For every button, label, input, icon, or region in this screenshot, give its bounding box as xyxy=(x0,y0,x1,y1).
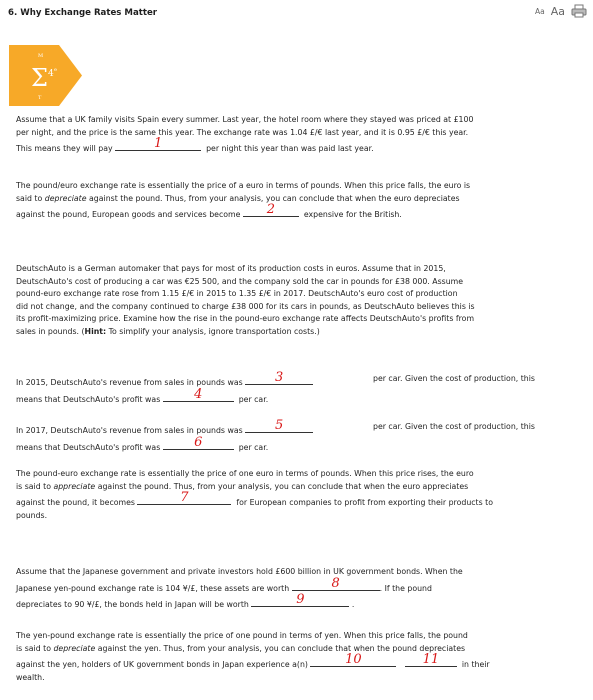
answer-blank-5[interactable]: 5 xyxy=(245,421,313,433)
answer-blank-8[interactable]: 8 xyxy=(292,579,380,591)
answer-blank-4[interactable]: 4 xyxy=(163,390,234,402)
page-title: 6. Why Exchange Rates Matter xyxy=(8,8,158,18)
summation-logo xyxy=(9,45,82,106)
increase-font-button[interactable]: Aa xyxy=(550,4,565,18)
decrease-font-button[interactable]: Aa xyxy=(535,6,545,16)
svg-text:T: T xyxy=(38,95,42,101)
answer-blank-6[interactable]: 6 xyxy=(163,438,234,450)
paragraph-euro-depreciate: The pound/euro exchange rate is essentially the price of a euro in terms of pounds. When this price falls, the euro is said to depreciate against the pound. Thus, from your analysis, you can conclude that when the euro depreciates against the pound, European goods and services become 2 expensive for the British. xyxy=(16,181,471,219)
toolbar xyxy=(535,4,587,18)
paragraph-japan-bonds: Assume that the Japanese government and private investors hold £600 billion in UK government bonds. When the Japanese yen-pound exchange rate is 104 ¥/£, these assets are worth 8 . If the pound depreciates to 90 ¥/£, the bonds held in Japan will be worth 9 . xyxy=(16,567,463,609)
answer-blank-7[interactable]: 7 xyxy=(137,493,231,505)
svg-text:Σ: Σ xyxy=(31,64,48,92)
svg-text:e: e xyxy=(54,67,57,73)
answer-blank-11[interactable]: 11 xyxy=(405,655,457,667)
paragraph-hotel: Assume that a UK family visits Spain every summer. Last year, the hotel room where they stayed was priced at £100 per night, and the price is the same this year. The exchange rate was 1.04 £/€ last year, and it is 0.95 £/€ this year. This means they will pay 1 per night this year than was paid last year. xyxy=(16,115,474,153)
print-icon[interactable] xyxy=(571,4,587,18)
answer-blank-1[interactable]: 1 xyxy=(115,139,201,151)
question-2015: In 2015, DeutschAuto's revenue from sales in pounds was 3 per car. Given the cost of production, this means that DeutschAuto's profit was 4 per car. xyxy=(16,370,535,404)
paragraph-deutschauto: DeutschAuto is a German automaker that pays for most of its production costs in euros. Assume that in 2015, DeutschAuto's cost of producing a car was €25 500, and the company sold the car in pounds for £38 000. Assume pound-euro exchange rate rose from 1.15 £/€ in 2015 to 1.35 £/€ in 2017. DeutschAuto's euro cost of production did not change, and the company continued to charge £38 000 for its cars in pounds, as DeutschAuto believes this is its profit-maximizing price. Examine how the rise in the pound-euro exchange rate affects DeutschAuto's profits from sales in pounds. (Hint: To simplify your analysis, ignore transportation costs.) xyxy=(16,264,475,336)
svg-text:4: 4 xyxy=(48,69,54,79)
answer-blank-3[interactable]: 3 xyxy=(245,373,313,385)
answer-blank-2[interactable]: 2 xyxy=(243,205,299,217)
paragraph-pound-depreciate: The yen-pound exchange rate is essentially the price of one pound in terms of yen. When this price falls, the pound is said to depreciate against the yen. Thus, from your analysis, you can conclude that when the pound depreciates against the yen, holders of UK government bonds in Japan experience a(n) 10 11 in their wealth. xyxy=(16,631,490,682)
question-2017: In 2017, DeutschAuto's revenue from sales in pounds was 5 per car. Given the cost of production, this means that DeutschAuto's profit was 6 per car. xyxy=(16,418,535,452)
answer-blank-10[interactable]: 10 xyxy=(310,655,396,667)
svg-text:M: M xyxy=(38,53,44,59)
answer-blank-9[interactable]: 9 xyxy=(251,595,349,607)
paragraph-euro-appreciate: The pound-euro exchange rate is essentially the price of one euro in terms of pounds. When this price rises, the euro is said to appreciate against the pound. Thus, from your analysis, you can conclude that when the euro appreciates against the pound, it becomes 7 for European companies to profit from exporting their products to pounds. xyxy=(16,469,493,520)
